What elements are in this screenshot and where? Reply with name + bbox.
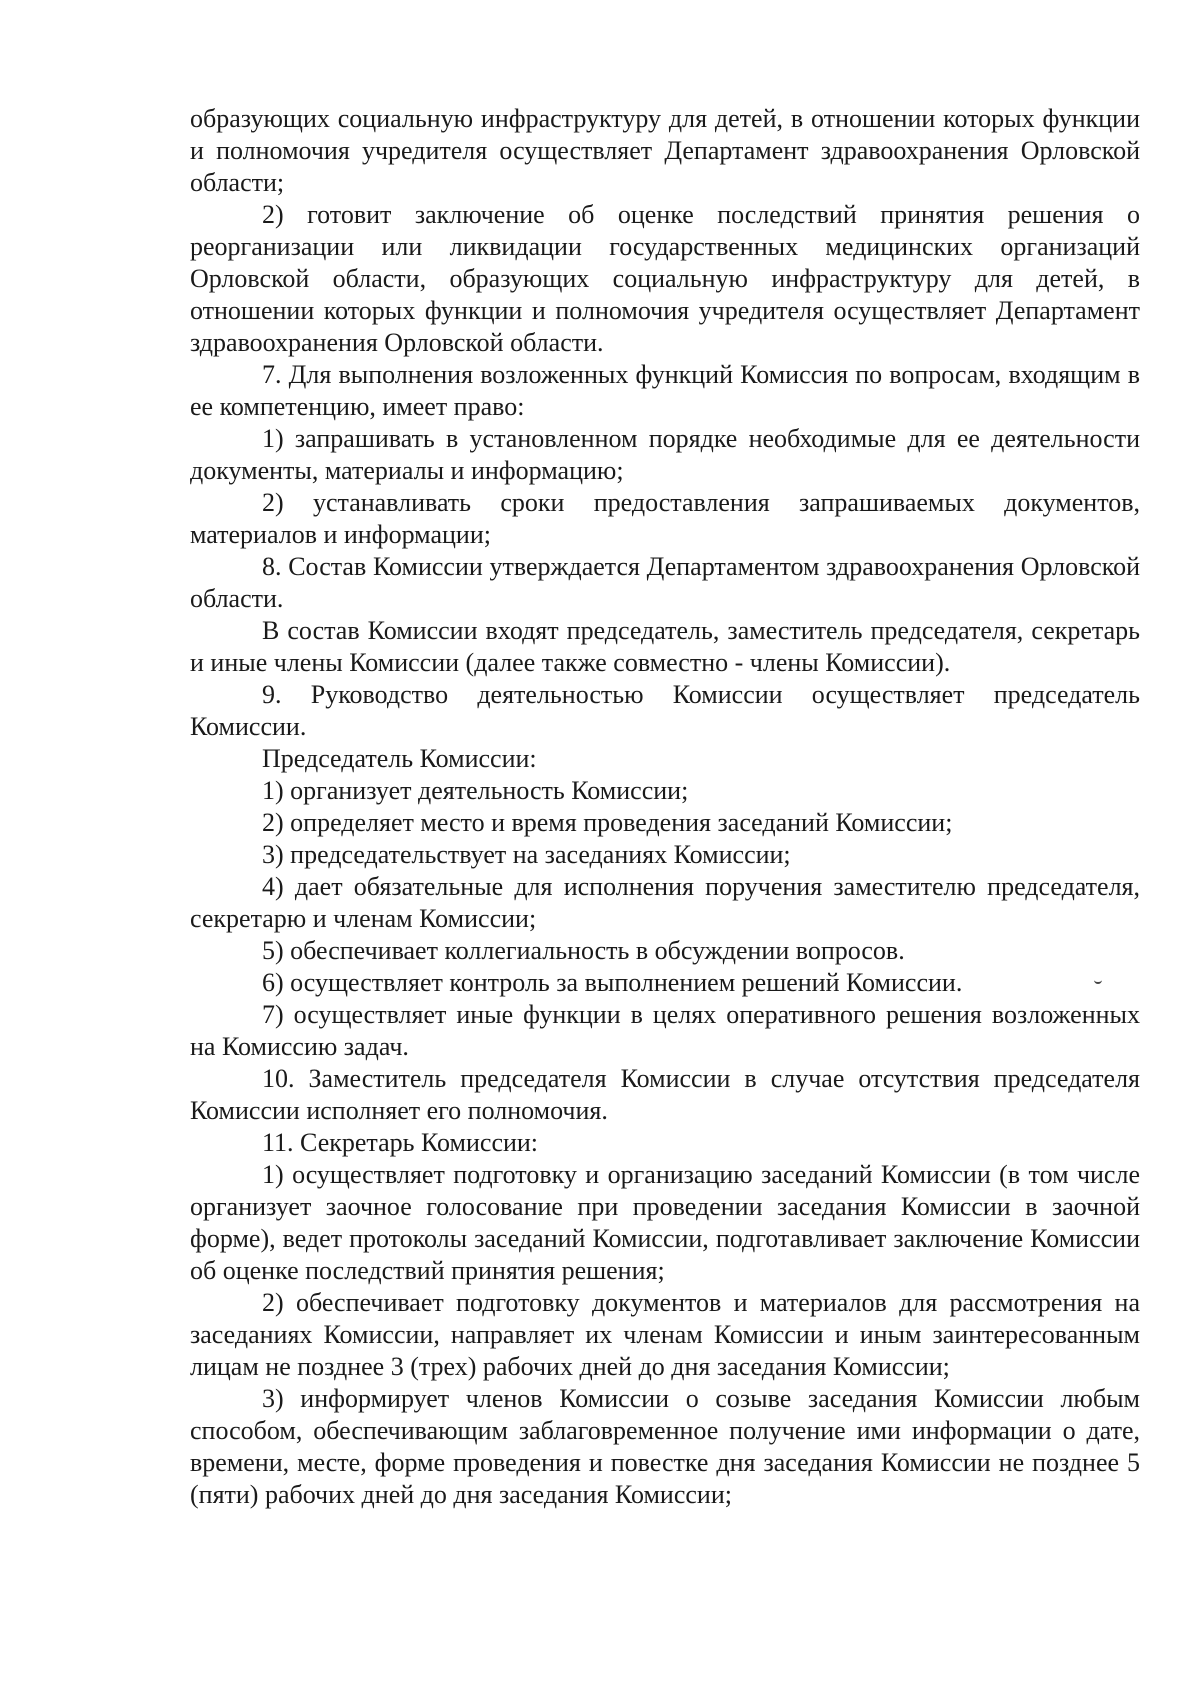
- paragraph-16: 7) осуществляет иные функции в целях оперативного решения возложенных на Комиссию задач.: [190, 1000, 1140, 1061]
- paragraph-3: 7. Для выполнения возложенных функций Комиссия по вопросам, входящим в ее компетенцию, имеет право:: [190, 360, 1140, 421]
- paragraph-13: 4) дает обязательные для исполнения поручения заместителю председателя, секретарю и членам Комиссии;: [190, 872, 1140, 933]
- paragraph-19: 1) осуществляет подготовку и организацию заседаний Комиссии (в том числе организует заочное голосование при проведении заседания Комиссии в заочной форме), ведет протоколы заседаний Комиссии, подготавливает заключение Комиссии об оценке последствий принятия решения;: [190, 1160, 1140, 1285]
- paragraph-2: 2) готовит заключение об оценке последствий принятия решения о реорганизации или ликвидации государственных медицинских организаций Орловской области, образующих социальную инфраструктуру для детей, в отношении которых функции и полномочия учредителя осуществляет Департамент здравоохранения Орловской области.: [190, 200, 1140, 357]
- paragraph-21: 3) информирует членов Комиссии о созыве заседания Комиссии любым способом, обеспечивающим заблаговременное получение ими информации о дате, времени, месте, форме проведения и повестке дня заседания Комиссии не позднее 5 (пяти) рабочих дней до дня заседания Комиссии;: [190, 1384, 1140, 1509]
- paragraph-18: 11. Секретарь Комиссии:: [262, 1128, 539, 1157]
- paragraph-11: 2) определяет место и время проведения заседаний Комиссии;: [262, 808, 953, 837]
- paragraph-17: 10. Заместитель председателя Комиссии в случае отсутствия председателя Комиссии исполняет его полномочия.: [190, 1064, 1140, 1125]
- paragraph-4: 1) запрашивать в установленном порядке необходимые для ее деятельности документы, материалы и информацию;: [190, 424, 1140, 485]
- paragraph-7: В состав Комиссии входят председатель, заместитель председателя, секретарь и иные члены Комиссии (далее также совместно - члены Комиссии).: [190, 616, 1140, 677]
- paragraph-10: 1) организует деятельность Комиссии;: [262, 776, 689, 805]
- paragraph-9: Председатель Комиссии:: [262, 744, 537, 773]
- document-page: [190, 103, 1140, 1511]
- paragraph-20: 2) обеспечивает подготовку документов и материалов для рассмотрения на заседаниях Комиссии, направляет их членам Комиссии и иным заинтересованным лицам не позднее 3 (трех) рабочих дней до дня заседания Комиссии;: [190, 1288, 1140, 1381]
- paragraph-6: 8. Состав Комиссии утверждается Департаментом здравоохранения Орловской области.: [190, 552, 1140, 613]
- paragraph-15: 6) осуществляет контроль за выполнением решений Комиссии.: [262, 968, 963, 997]
- paragraph-5: 2) устанавливать сроки предоставления запрашиваемых документов, материалов и информации;: [190, 488, 1140, 549]
- paragraph-1: образующих социальную инфраструктуру для детей, в отношении которых функции и полномочия учредителя осуществляет Департамент здравоохранения Орловской области;: [190, 104, 1140, 197]
- paragraph-14: 5) обеспечивает коллегиальность в обсуждении вопросов.: [262, 936, 905, 965]
- paragraph-12: 3) председательствует на заседаниях Комиссии;: [262, 840, 791, 869]
- paragraph-8: 9. Руководство деятельностью Комиссии осуществляет председатель Комиссии.: [190, 680, 1140, 741]
